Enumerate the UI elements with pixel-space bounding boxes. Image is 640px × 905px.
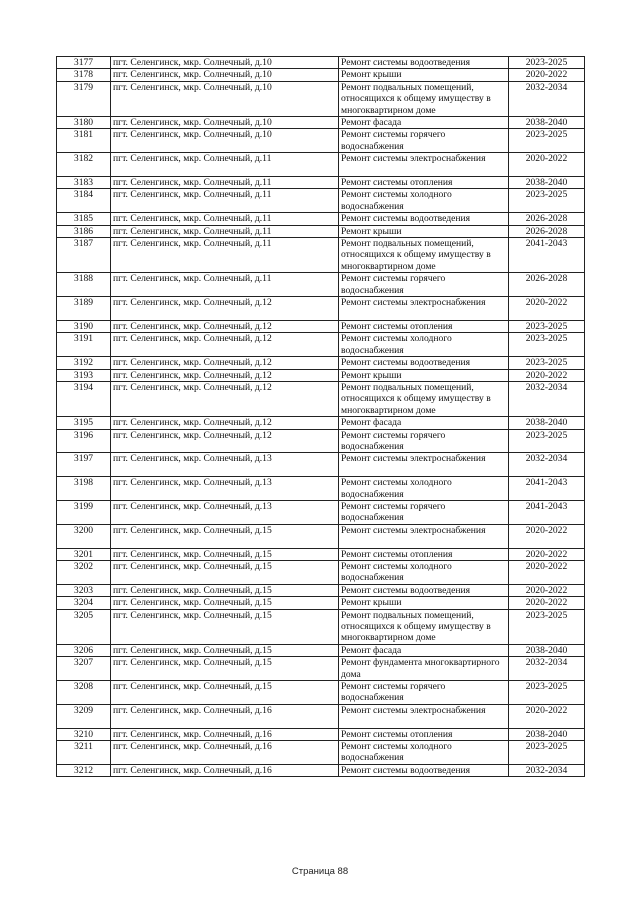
period-cell: 2026-2028 [509, 225, 585, 237]
row-number-cell: 3202 [57, 561, 111, 585]
work-type-cell [339, 417, 509, 429]
work-type-line: относящихся к общему имуществу в [341, 621, 491, 633]
work-type-line: Ремонт системы холодного [341, 477, 452, 489]
table-row [57, 741, 585, 765]
work-type-line: Ремонт подвальных помещений, [341, 609, 474, 621]
work-type-cell [339, 500, 509, 524]
work-type-cell [339, 644, 509, 656]
table-row [57, 429, 585, 453]
address-cell: пгт. Селенгинск, мкр. Солнечный, д.10 [111, 117, 339, 129]
work-type-line: водоснабжения [341, 692, 404, 704]
work-type-cell [339, 609, 509, 644]
table-row [57, 69, 585, 81]
page-footer [0, 866, 640, 877]
table-row [57, 561, 585, 585]
period-cell: 2023-2025 [509, 609, 585, 644]
work-type-line: Ремонт системы горячего [341, 500, 446, 512]
table-row [57, 153, 585, 177]
work-type-line: водоснабжения [341, 344, 404, 356]
address-cell: пгт. Селенгинск, мкр. Солнечный, д.15 [111, 561, 339, 585]
work-type-line: относящихся к общему имуществу в [341, 249, 491, 261]
work-type-line: Ремонт фасада [341, 644, 402, 656]
work-type-line: Ремонт крыши [341, 369, 402, 381]
work-type-cell [339, 584, 509, 596]
period-cell: 2023-2025 [509, 681, 585, 705]
work-type-line: Ремонт системы холодного [341, 189, 452, 201]
table-row [57, 500, 585, 524]
table-row [57, 704, 585, 728]
row-number-cell: 3208 [57, 681, 111, 705]
period-cell: 2020-2022 [509, 548, 585, 560]
work-type-line: водоснабжения [341, 512, 404, 524]
work-type-line: Ремонт крыши [341, 597, 402, 609]
work-type-line: Ремонт системы отопления [341, 728, 453, 740]
address-cell: пгт. Селенгинск, мкр. Солнечный, д.13 [111, 453, 339, 477]
period-cell: 2041-2043 [509, 238, 585, 273]
period-cell: 2038-2040 [509, 177, 585, 189]
work-type-line: дома [341, 668, 361, 680]
table-row [57, 189, 585, 213]
period-cell: 2038-2040 [509, 728, 585, 740]
work-type-line: многоквартирном доме [341, 404, 436, 416]
address-cell: пгт. Селенгинск, мкр. Солнечный, д.12 [111, 381, 339, 416]
work-type-cell [339, 213, 509, 225]
work-type-line: Ремонт крыши [341, 69, 402, 81]
work-type-cell [339, 681, 509, 705]
work-type-cell [339, 657, 509, 681]
table-row [57, 357, 585, 369]
work-type-line: водоснабжения [341, 752, 404, 764]
work-type-line: водоснабжения [341, 284, 404, 296]
row-number-cell: 3211 [57, 741, 111, 765]
row-number-cell: 3206 [57, 644, 111, 656]
row-number-cell: 3193 [57, 369, 111, 381]
work-type-cell [339, 561, 509, 585]
period-cell: 2023-2025 [509, 357, 585, 369]
period-cell: 2023-2025 [509, 129, 585, 153]
period-cell: 2023-2025 [509, 741, 585, 765]
address-cell: пгт. Селенгинск, мкр. Солнечный, д.15 [111, 597, 339, 609]
address-cell: пгт. Селенгинск, мкр. Солнечный, д.11 [111, 213, 339, 225]
period-cell: 2020-2022 [509, 561, 585, 585]
work-type-line: Ремонт системы холодного [341, 741, 452, 753]
work-type-cell [339, 381, 509, 416]
address-cell: пгт. Селенгинск, мкр. Солнечный, д.16 [111, 704, 339, 728]
work-type-line: Ремонт фасада [341, 117, 402, 129]
work-type-line: Ремонт системы отопления [341, 320, 453, 332]
period-cell: 2023-2025 [509, 57, 585, 69]
period-cell: 2038-2040 [509, 417, 585, 429]
period-cell: 2032-2034 [509, 81, 585, 116]
address-cell: пгт. Селенгинск, мкр. Солнечный, д.15 [111, 644, 339, 656]
address-cell: пгт. Селенгинск, мкр. Солнечный, д.12 [111, 369, 339, 381]
work-type-line: Ремонт системы водоотведения [341, 57, 471, 68]
work-type-cell [339, 728, 509, 740]
work-type-line: Ремонт системы водоотведения [341, 213, 471, 225]
row-number-cell: 3191 [57, 333, 111, 357]
repair-schedule-table [56, 56, 585, 777]
work-type-line: Ремонт системы горячего [341, 429, 446, 441]
address-cell: пгт. Селенгинск, мкр. Солнечный, д.12 [111, 429, 339, 453]
period-cell: 2020-2022 [509, 597, 585, 609]
address-cell: пгт. Селенгинск, мкр. Солнечный, д.10 [111, 69, 339, 81]
period-cell: 2020-2022 [509, 153, 585, 177]
period-cell: 2020-2022 [509, 524, 585, 548]
row-number-cell: 3190 [57, 320, 111, 332]
work-type-cell [339, 238, 509, 273]
period-cell: 2020-2022 [509, 297, 585, 321]
work-type-cell [339, 189, 509, 213]
row-number-cell: 3186 [57, 225, 111, 237]
work-type-cell [339, 597, 509, 609]
period-cell: 2023-2025 [509, 189, 585, 213]
period-cell: 2023-2025 [509, 429, 585, 453]
row-number-cell: 3185 [57, 213, 111, 225]
address-cell: пгт. Селенгинск, мкр. Солнечный, д.15 [111, 548, 339, 560]
period-cell: 2026-2028 [509, 213, 585, 225]
period-cell: 2020-2022 [509, 584, 585, 596]
work-type-line: Ремонт системы холодного [341, 333, 452, 345]
table-row [57, 609, 585, 644]
row-number-cell: 3207 [57, 657, 111, 681]
period-cell: 2026-2028 [509, 273, 585, 297]
work-type-line: Ремонт системы водоотведения [341, 764, 471, 776]
row-number-cell: 3197 [57, 453, 111, 477]
row-number-cell: 3194 [57, 381, 111, 416]
work-type-cell [339, 477, 509, 501]
address-cell: пгт. Селенгинск, мкр. Солнечный, д.12 [111, 333, 339, 357]
row-number-cell: 3210 [57, 728, 111, 740]
table-row [57, 213, 585, 225]
period-cell: 2032-2034 [509, 453, 585, 477]
row-number-cell: 3182 [57, 153, 111, 177]
address-cell: пгт. Селенгинск, мкр. Солнечный, д.15 [111, 584, 339, 596]
address-cell: пгт. Селенгинск, мкр. Солнечный, д.15 [111, 657, 339, 681]
row-number-cell: 3204 [57, 597, 111, 609]
work-type-cell [339, 225, 509, 237]
address-cell: пгт. Селенгинск, мкр. Солнечный, д.11 [111, 189, 339, 213]
period-cell: 2020-2022 [509, 69, 585, 81]
work-type-line: относящихся к общему имуществу в [341, 93, 491, 105]
table-row [57, 81, 585, 116]
row-number-cell: 3205 [57, 609, 111, 644]
work-type-line: Ремонт крыши [341, 225, 402, 237]
address-cell: пгт. Селенгинск, мкр. Солнечный, д.11 [111, 273, 339, 297]
work-type-cell [339, 741, 509, 765]
table-row [57, 681, 585, 705]
work-type-line: водоснабжения [341, 572, 404, 584]
address-cell: пгт. Селенгинск, мкр. Солнечный, д.12 [111, 357, 339, 369]
row-number-cell: 3192 [57, 357, 111, 369]
work-type-cell [339, 764, 509, 776]
work-type-cell [339, 704, 509, 728]
row-number-cell: 3184 [57, 189, 111, 213]
row-number-cell: 3198 [57, 477, 111, 501]
table-row [57, 225, 585, 237]
address-cell: пгт. Селенгинск, мкр. Солнечный, д.15 [111, 524, 339, 548]
work-type-line: Ремонт системы электроснабжения [341, 704, 486, 716]
work-type-line: Ремонт системы отопления [341, 548, 453, 560]
address-cell: пгт. Селенгинск, мкр. Солнечный, д.16 [111, 728, 339, 740]
work-type-line: Ремонт системы водоотведения [341, 584, 471, 596]
table-row [57, 333, 585, 357]
work-type-line: Ремонт системы отопления [341, 177, 453, 189]
work-type-line: Ремонт подвальных помещений, [341, 238, 474, 250]
work-type-line: Ремонт системы водоотведения [341, 357, 471, 369]
address-cell: пгт. Селенгинск, мкр. Солнечный, д.16 [111, 741, 339, 765]
row-number-cell: 3177 [57, 57, 111, 69]
work-type-cell [339, 81, 509, 116]
table-row [57, 57, 585, 69]
work-type-line: Ремонт системы электроснабжения [341, 297, 486, 309]
work-type-line: Ремонт подвальных помещений, [341, 381, 474, 393]
work-type-line: Ремонт системы горячего [341, 681, 446, 693]
period-cell: 2038-2040 [509, 644, 585, 656]
work-type-cell [339, 320, 509, 332]
period-cell: 2032-2034 [509, 657, 585, 681]
row-number-cell: 3196 [57, 429, 111, 453]
period-cell: 2023-2025 [509, 333, 585, 357]
table-row [57, 764, 585, 776]
work-type-cell [339, 333, 509, 357]
work-type-line: многоквартирном доме [341, 260, 436, 272]
address-cell: пгт. Селенгинск, мкр. Солнечный, д.12 [111, 297, 339, 321]
work-type-cell [339, 129, 509, 153]
period-cell: 2041-2043 [509, 500, 585, 524]
table-row [57, 597, 585, 609]
table-row [57, 320, 585, 332]
work-type-line: Ремонт системы электроснабжения [341, 453, 486, 465]
period-cell: 2020-2022 [509, 369, 585, 381]
work-type-line: водоснабжения [341, 440, 404, 452]
work-type-cell [339, 357, 509, 369]
work-type-line: относящихся к общему имуществу в [341, 393, 491, 405]
period-cell: 2032-2034 [509, 381, 585, 416]
table-row [57, 129, 585, 153]
row-number-cell: 3189 [57, 297, 111, 321]
work-type-cell [339, 524, 509, 548]
work-type-line: водоснабжения [341, 200, 404, 212]
address-cell: пгт. Селенгинск, мкр. Солнечный, д.15 [111, 609, 339, 644]
address-cell: пгт. Селенгинск, мкр. Солнечный, д.11 [111, 153, 339, 177]
work-type-line: Ремонт фасада [341, 417, 402, 429]
work-type-line: Ремонт системы электроснабжения [341, 153, 486, 165]
period-cell: 2032-2034 [509, 764, 585, 776]
work-type-cell [339, 548, 509, 560]
document-table-container [56, 56, 584, 777]
work-type-cell [339, 57, 509, 69]
row-number-cell: 3201 [57, 548, 111, 560]
row-number-cell: 3212 [57, 764, 111, 776]
table-row [57, 369, 585, 381]
work-type-line: Ремонт системы горячего [341, 129, 446, 141]
period-cell: 2038-2040 [509, 117, 585, 129]
work-type-line: многоквартирном доме [341, 632, 436, 644]
address-cell: пгт. Селенгинск, мкр. Солнечный, д.11 [111, 225, 339, 237]
address-cell: пгт. Селенгинск, мкр. Солнечный, д.11 [111, 177, 339, 189]
row-number-cell: 3183 [57, 177, 111, 189]
page-number-label: Страница 88 [291, 866, 349, 877]
table-row [57, 453, 585, 477]
table-row [57, 381, 585, 416]
address-cell: пгт. Селенгинск, мкр. Солнечный, д.10 [111, 129, 339, 153]
address-cell: пгт. Селенгинск, мкр. Солнечный, д.11 [111, 238, 339, 273]
work-type-line: многоквартирном доме [341, 104, 436, 116]
table-row [57, 584, 585, 596]
work-type-line: водоснабжения [341, 488, 404, 500]
address-cell: пгт. Селенгинск, мкр. Солнечный, д.10 [111, 57, 339, 69]
table-row [57, 117, 585, 129]
row-number-cell: 3209 [57, 704, 111, 728]
work-type-line: Ремонт системы холодного [341, 561, 452, 572]
row-number-cell: 3199 [57, 500, 111, 524]
work-type-line: Ремонт системы горячего [341, 273, 446, 285]
work-type-cell [339, 177, 509, 189]
work-type-cell [339, 453, 509, 477]
table-row [57, 657, 585, 681]
address-cell: пгт. Селенгинск, мкр. Солнечный, д.15 [111, 681, 339, 705]
work-type-cell [339, 153, 509, 177]
row-number-cell: 3203 [57, 584, 111, 596]
table-body [57, 57, 585, 777]
period-cell: 2041-2043 [509, 477, 585, 501]
period-cell: 2020-2022 [509, 704, 585, 728]
table-row [57, 477, 585, 501]
work-type-cell [339, 273, 509, 297]
row-number-cell: 3195 [57, 417, 111, 429]
address-cell: пгт. Селенгинск, мкр. Солнечный, д.10 [111, 81, 339, 116]
row-number-cell: 3179 [57, 81, 111, 116]
table-row [57, 417, 585, 429]
work-type-line: водоснабжения [341, 140, 404, 152]
table-row [57, 238, 585, 273]
table-row [57, 548, 585, 560]
work-type-cell [339, 297, 509, 321]
row-number-cell: 3181 [57, 129, 111, 153]
work-type-cell [339, 69, 509, 81]
address-cell: пгт. Селенгинск, мкр. Солнечный, д.12 [111, 320, 339, 332]
work-type-cell [339, 369, 509, 381]
address-cell: пгт. Селенгинск, мкр. Солнечный, д.13 [111, 477, 339, 501]
work-type-line: Ремонт подвальных помещений, [341, 81, 474, 93]
row-number-cell: 3188 [57, 273, 111, 297]
table-row [57, 177, 585, 189]
row-number-cell: 3180 [57, 117, 111, 129]
row-number-cell: 3200 [57, 524, 111, 548]
table-row [57, 524, 585, 548]
work-type-cell [339, 117, 509, 129]
address-cell: пгт. Селенгинск, мкр. Солнечный, д.16 [111, 764, 339, 776]
address-cell: пгт. Селенгинск, мкр. Солнечный, д.12 [111, 417, 339, 429]
work-type-cell [339, 429, 509, 453]
row-number-cell: 3178 [57, 69, 111, 81]
work-type-line: Ремонт фундамента многоквартирного [341, 657, 500, 669]
table-row [57, 297, 585, 321]
table-row [57, 273, 585, 297]
table-row [57, 728, 585, 740]
period-cell: 2023-2025 [509, 320, 585, 332]
address-cell: пгт. Селенгинск, мкр. Солнечный, д.13 [111, 500, 339, 524]
work-type-line: Ремонт системы электроснабжения [341, 524, 486, 536]
table-row [57, 644, 585, 656]
row-number-cell: 3187 [57, 238, 111, 273]
